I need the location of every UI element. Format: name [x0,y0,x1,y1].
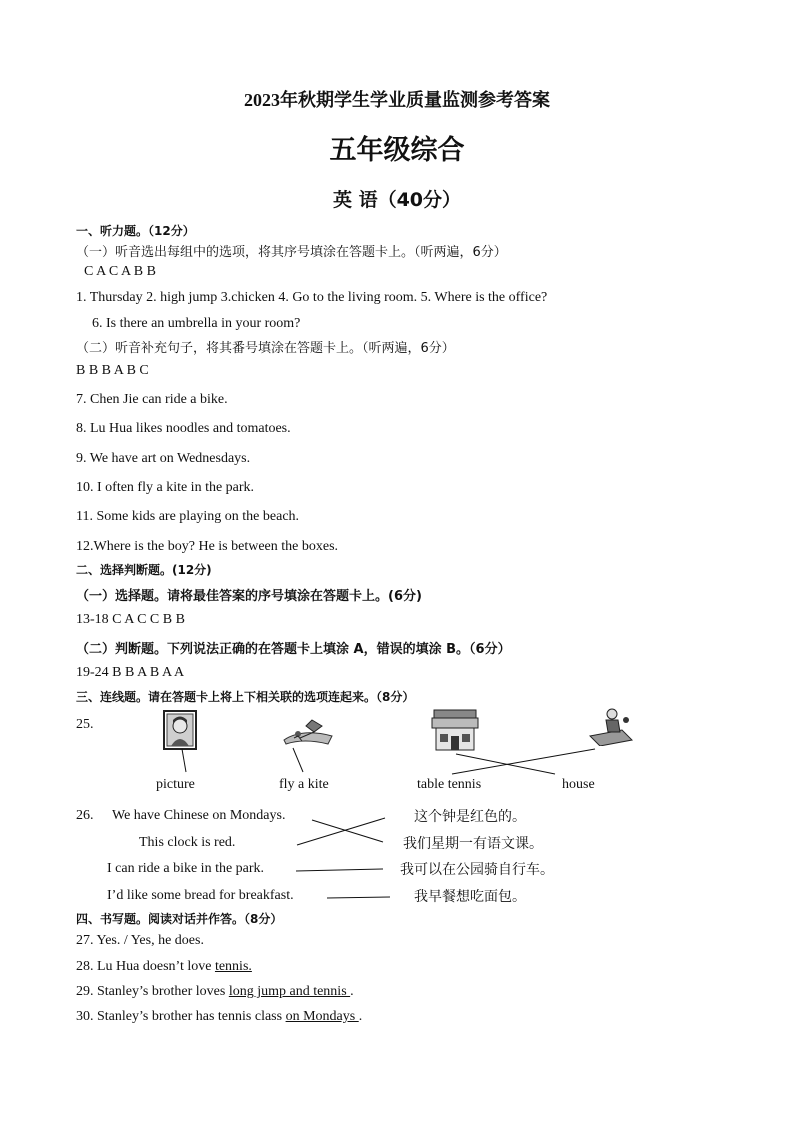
match-line-house [452,749,595,774]
section1-items-line2: 6. Is there an umbrella in your room? [92,316,301,331]
section2-part1-answers: 13-18 C A C C B B [76,612,185,627]
match-line-q26-1 [312,820,383,842]
section2-part1: （一）选择题。请将最佳答案的序号填涂在答题卡上。(6分) [76,589,422,604]
answer-q29 [76,984,354,1000]
q30-suffix: . [358,1009,363,1024]
q26-right-3: 我可以在公园骑自行车。 [400,862,554,878]
section1-part2: （二）听音补充句子，将其番号填涂在答题卡上。（听两遍，6分） [76,341,455,356]
label-fly-a-kite: fly a kite [279,777,329,792]
q26-right-4: 我早餐想吃面包。 [414,889,526,905]
answer-q7: 7. Chen Jie can ride a bike. [76,392,228,407]
q28-prefix: 28. Lu Hua doesn’t love [76,959,215,974]
section1-part1-answers: C A C A B B [84,264,156,279]
q26-left-4: I’d like some bread for breakfast. [107,888,294,903]
answer-q10: 10. I often fly a kite in the park. [76,480,255,495]
section1-part2-answers: B B B A B C [76,363,149,378]
section2-part2: （二）判断题。下列说法正确的在答题卡上填涂 A，错误的填涂 B。（6分） [76,642,511,657]
section2-part2-answers: 19-24 B B A B A A [76,665,185,680]
match-line-picture [182,749,186,772]
answer-q8: 8. Lu Hua likes noodles and tomatoes. [76,421,291,436]
answer-q12: 12.Where is the boy? He is between the boxes. [76,539,339,554]
section3-heading: 三、连线题。请在答题卡上将上下相关联的选项连起来。（8分） [76,690,415,704]
q30-prefix: 30. Stanley’s brother has tennis class [76,1009,286,1024]
q28-answer: tennis. [214,959,252,974]
answer-q30 [76,1009,362,1025]
answer-q28 [76,959,252,975]
q29-suffix: . [350,984,354,999]
q29-prefix: 29. Stanley’s brother loves [76,984,229,999]
label-picture: picture [156,777,195,792]
q30-answer: on Mondays [285,1009,359,1024]
label-house: house [562,777,595,792]
answer-q9: 9. We have art on Wednesdays. [76,451,251,466]
subject-heading: 英 语（40分） [332,189,462,211]
subtitle: 五年级综合 [329,135,465,166]
match-line-q26-3 [296,869,383,871]
match-line-kite [293,748,303,772]
label-table-tennis: table tennis [417,777,482,792]
match-line-q26-4 [327,897,390,898]
question-26-number: 26. [76,808,94,823]
q29-answer: long jump and tennis [228,984,351,999]
q26-left-3: I can ride a bike in the park. [107,861,265,876]
q26-right-1: 这个钟是红色的。 [414,809,526,825]
q26-left-1: We have Chinese on Mondays. [112,808,286,823]
section1-heading: 一、听力题。（12分） [76,224,195,238]
q26-right-2: 我们星期一有语文课。 [403,836,543,852]
title-line: 2023年秋期学生学业质量监测参考答案 [244,90,550,110]
section1-part1: （一）听音选出每组中的选项，将其序号填涂在答题卡上。（听两遍，6分） [76,245,507,260]
question-25-number: 25. [76,717,94,732]
section2-heading: 二、选择判断题。(12分) [76,563,212,577]
answer-q11: 11. Some kids are playing on the beach. [76,509,300,524]
match-line-q26-2 [297,818,385,845]
section1-items-line1: 1. Thursday 2. high jump 3.chicken 4. Go to the living room. 5. Where is the office? [76,290,548,305]
section4-heading: 四、书写题。阅读对话并作答。（8分） [76,912,283,926]
q26-left-2: This clock is red. [139,835,236,850]
answer-q27: 27. Yes. / Yes, he does. [76,933,204,948]
